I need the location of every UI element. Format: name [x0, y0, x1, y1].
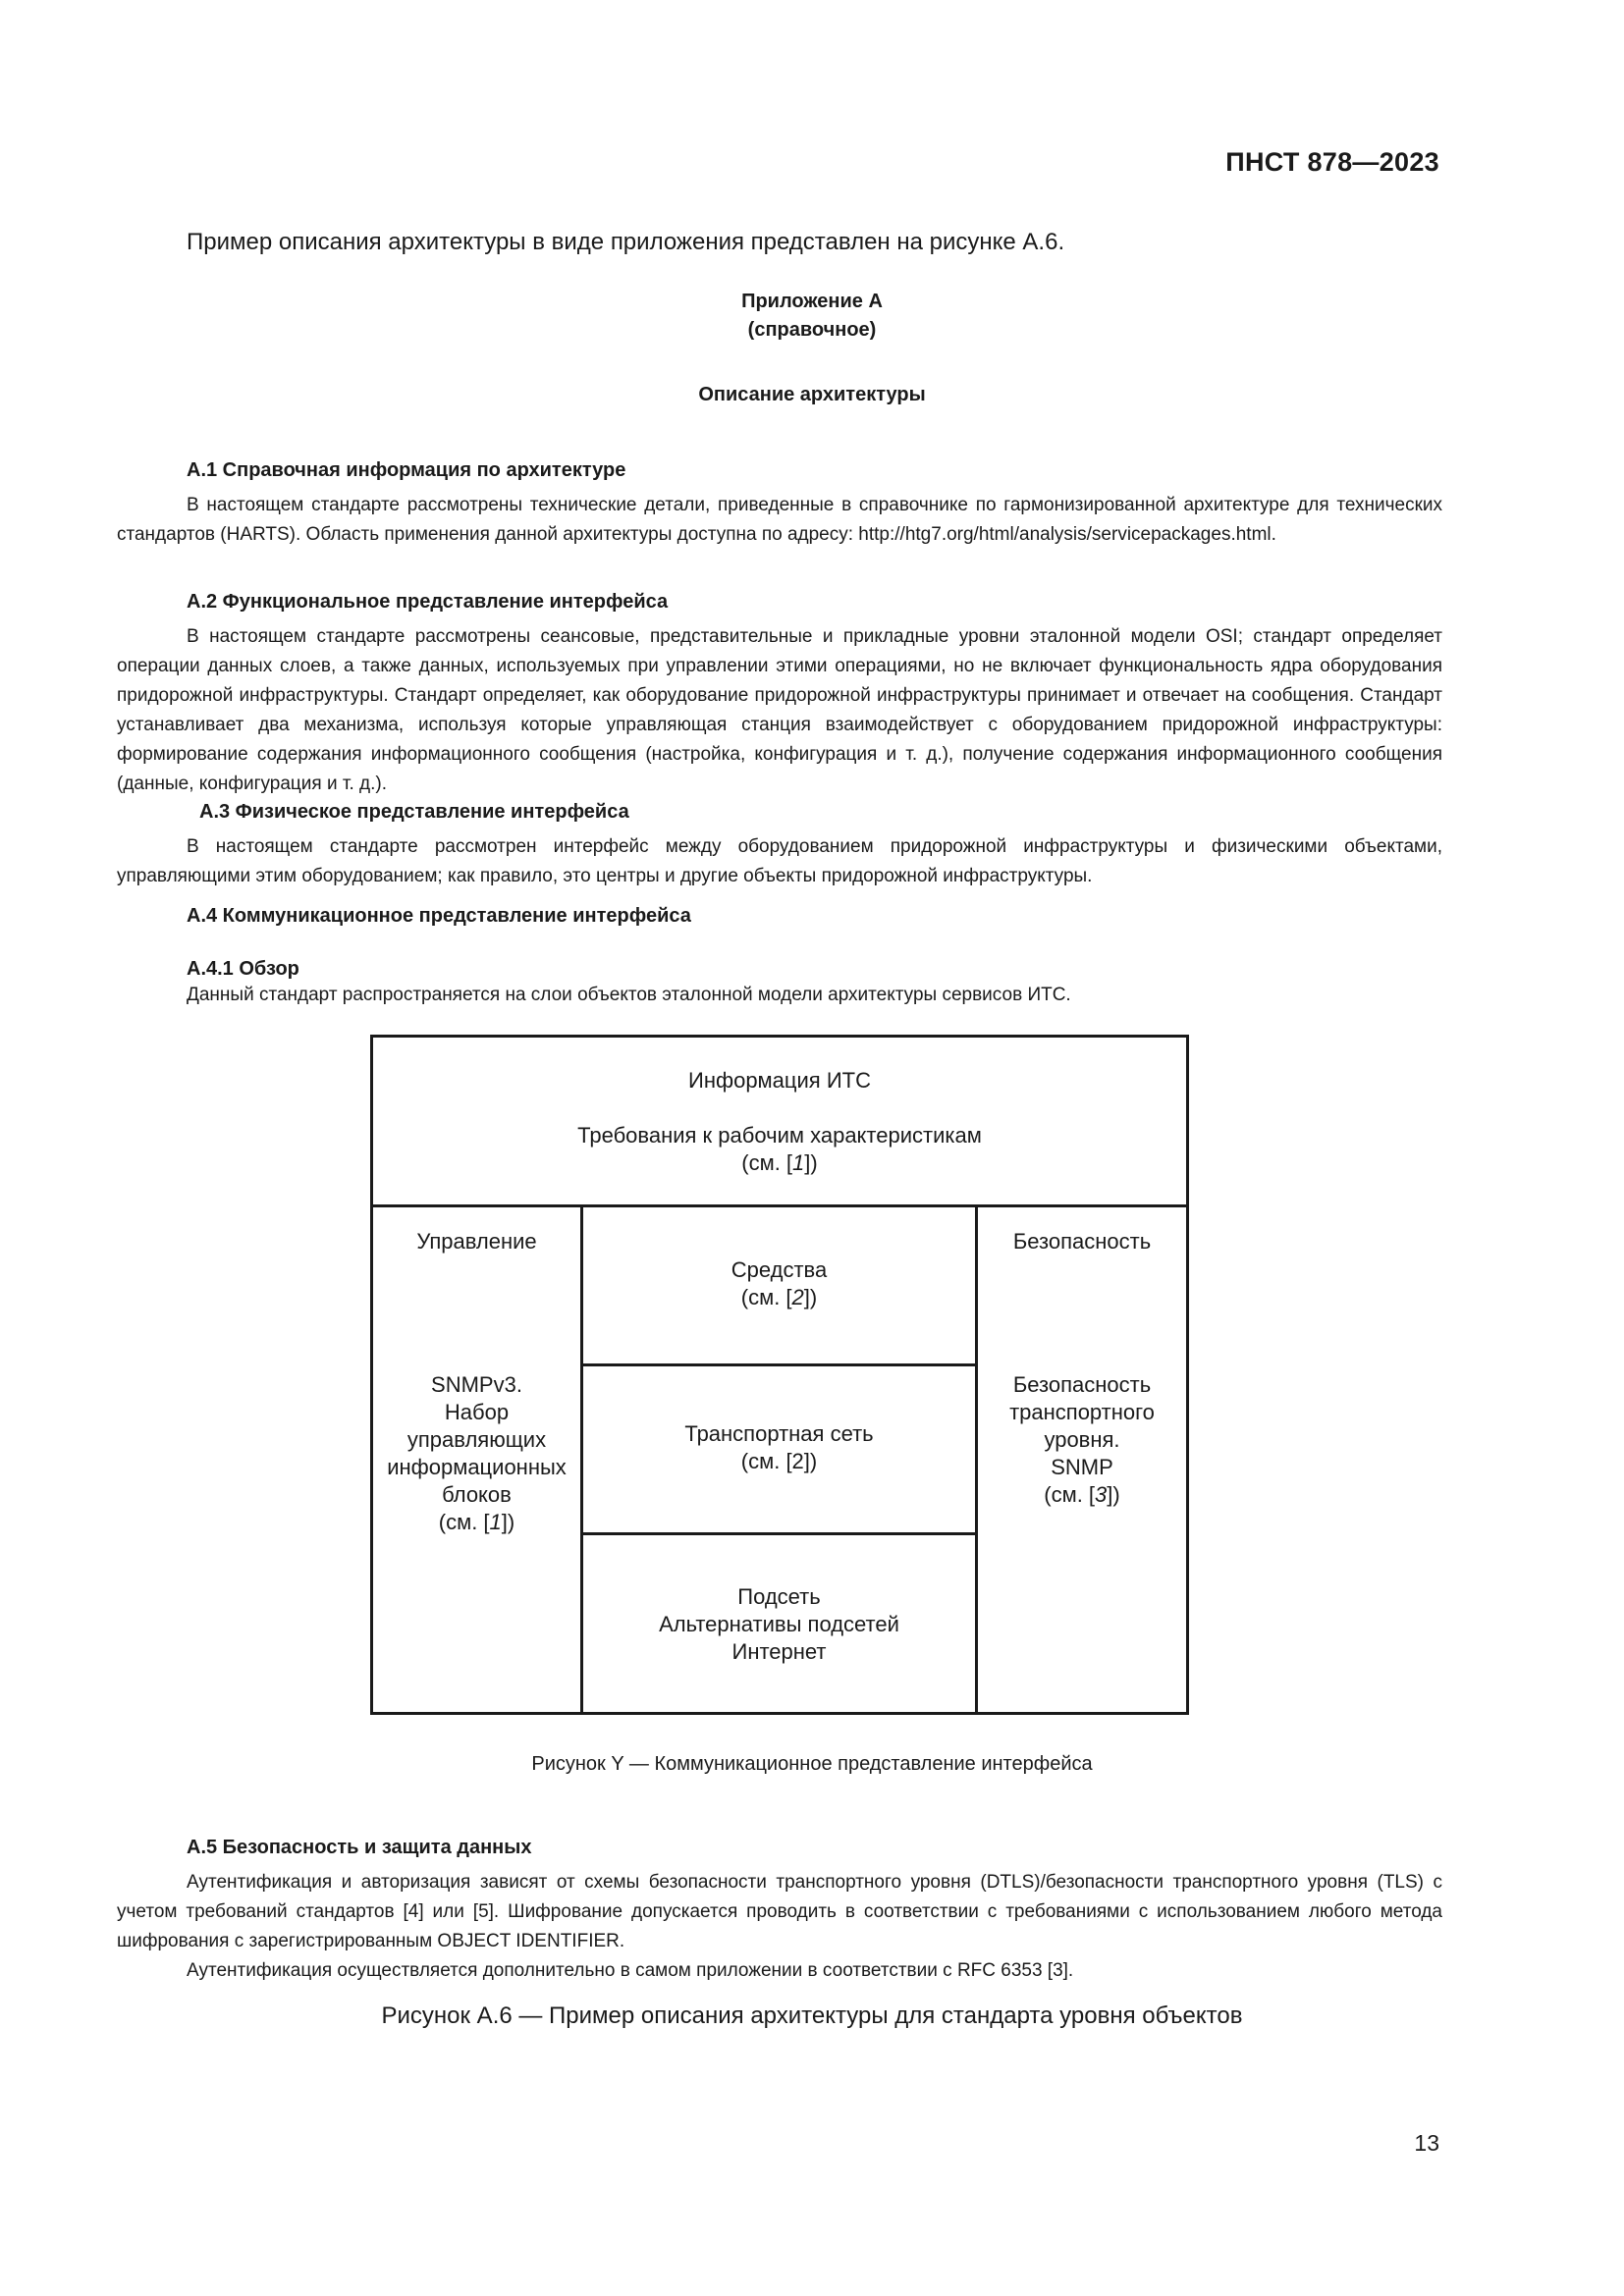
section-a5-paragraph: Аутентификация осуществляется дополнительно в самом приложении в соответствии с RFC 6353 [3]. [187, 1960, 1074, 1981]
figure-caption: Рисунок Y — Коммуникационное представление интерфейса [531, 1753, 1093, 1775]
block-line: транспортного [1009, 1400, 1155, 1424]
appendix-title: Приложение А [741, 291, 883, 312]
reference-text: (см. [3]) [1044, 1482, 1120, 1507]
block-line: Набор [444, 1400, 510, 1424]
security-block [978, 1228, 1186, 1509]
divider [373, 1204, 1186, 1207]
page-number: 13 [1414, 2130, 1439, 2156]
block-line [978, 1481, 1186, 1509]
its-information-block [373, 1067, 1186, 1177]
reference-text: (см. [2]) [740, 1285, 818, 1309]
block-line [583, 1284, 975, 1311]
block-line: уровня. [1044, 1427, 1120, 1452]
reference-text: (см. [1]) [741, 1150, 818, 1175]
section-a4-text: Данный стандарт распространяется на слои объектов эталонной модели архитектуры сервисов ИТС. [187, 985, 1071, 1005]
section-a1-heading: А.1 Справочная информация по архитектуре [187, 459, 626, 481]
block-line: SNMPv3. [431, 1372, 522, 1397]
transport-network-block [583, 1420, 975, 1475]
section-a5-paragraph: Аутентификация и авторизация зависят от схемы безопасности транспортного уровня (DTLS)/безопасности транспортного уровня (TLS) с учетом требований стандартов [4] или [5]. Шифрование допускается проводить в соответствии с требованиями с использованием любого метода шифрования с зарегистрированным OBJECT IDENTIFIER. [117, 1872, 1442, 1951]
block-line: Подсеть [737, 1584, 821, 1609]
block-title: Управление [416, 1229, 537, 1254]
block-line: Интернет [731, 1639, 827, 1664]
block-lines [978, 1371, 1186, 1509]
subnet-block [583, 1583, 975, 1666]
block-lines [373, 1371, 580, 1536]
section-a4-heading: А.4 Коммуникационное представление интерфейса [187, 905, 691, 927]
block-line: Требования к рабочим характеристикам [577, 1123, 982, 1148]
block-line: Средства [731, 1257, 828, 1282]
document-code: ПНСТ 878—2023 [1225, 147, 1439, 177]
section-a5-text [117, 1868, 1442, 1986]
section-a3-heading: А.3 Физическое представление интерфейса [199, 801, 629, 823]
block-line: информационных [387, 1455, 567, 1479]
section-a2-heading: А.2 Функциональное представление интерфейса [187, 591, 669, 613]
section-a2-text: В настоящем стандарте рассмотрены сеансовые, представительные и прикладные уровни эталонной модели OSI; стандарт определяет операции данных слоев, а также данных, используемых при управлении этими операциями, но не включает функциональность ядра оборудования придорожной инфраструктуры. Стандарт определяет, как оборудование придорожной инфраструктуры принимает и отвечает на сообщения. Стандарт устанавливает два механизма, используя которые управляющая станция взаимодействует с оборудованием придорожной инфраструктуры: формирование содержания информационного сообщения (настройка, конфигурация и т. д.), получение содержания информационного сообщения (данные, конфигурация и т. д.). [117, 626, 1442, 794]
appendix-subtitle: (справочное) [747, 319, 877, 341]
section-a3-text: В настоящем стандарте рассмотрен интерфейс между оборудованием придорожной инфраструктуры и физическими объектами, управляющими этим оборудованием; как правило, это центры и другие объекты придорожной инфраструктуры. [117, 836, 1442, 886]
section-a4-1-heading: А.4.1 Обзор [187, 958, 299, 980]
block-line: управляющих [406, 1427, 547, 1452]
divider [580, 1363, 978, 1366]
divider [580, 1532, 978, 1535]
reference-text: (см. [1]) [438, 1510, 515, 1534]
block-line: Безопасность [1012, 1372, 1152, 1397]
block-title: Безопасность [1012, 1229, 1152, 1254]
block-line: Альтернативы подсетей [659, 1612, 899, 1636]
figure-a6-caption: Рисунок А.6 — Пример описания архитектуры для стандарта уровня объектов [381, 2002, 1243, 2029]
facilities-block [583, 1256, 975, 1311]
intro-text: Пример описания архитектуры в виде приложения представлен на рисунке А.6. [187, 229, 1065, 255]
management-block [373, 1228, 580, 1536]
block-line: SNMP [1051, 1455, 1113, 1479]
appendix-name: Описание архитектуры [698, 384, 926, 405]
block-title: Информация ИТС [688, 1068, 871, 1093]
block-line: (см. [2]) [740, 1449, 818, 1473]
section-a1-text: В настоящем стандарте рассмотрены технические детали, приведенные в справочнике по гармонизированной архитектуре для технических стандартов (HARTS). Область применения данной архитектуры доступна по адресу: http://htg7.org/html/analysis/servicepackages.html. [117, 495, 1442, 545]
block-line [373, 1149, 1186, 1177]
block-line: Транспортная сеть [684, 1421, 874, 1446]
block-line: блоков [442, 1482, 512, 1507]
interface-diagram [370, 1035, 1189, 1715]
block-line [373, 1509, 580, 1536]
section-a5-heading: А.5 Безопасность и защита данных [187, 1837, 532, 1858]
